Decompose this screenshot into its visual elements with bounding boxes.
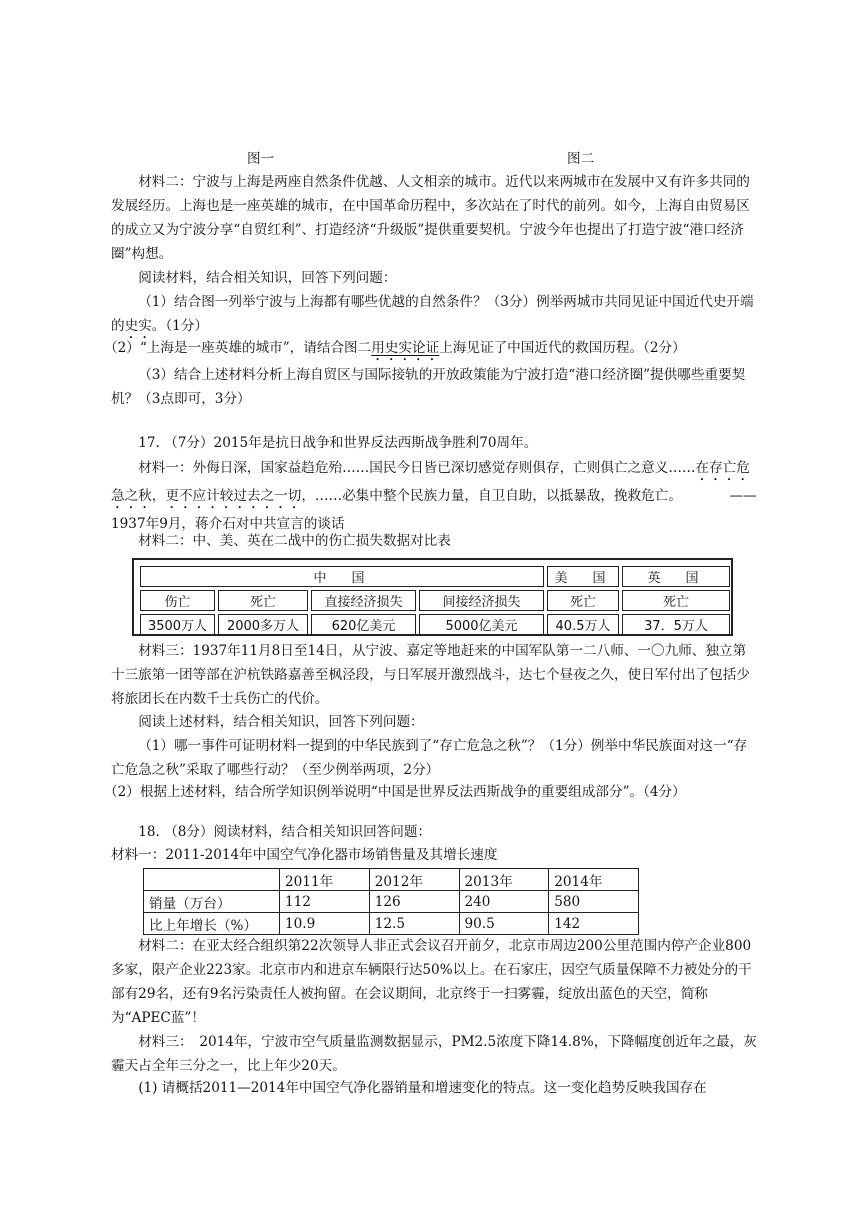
casualty-table-header-row: [140, 566, 730, 587]
subheader-cell: 伤亡: [140, 590, 215, 611]
data-cell: 126: [369, 891, 459, 913]
q18-material-2-text: 材料二：在亚太经合组织第22次领导人非正式会议召开前夕，北京市周边200公里范围内停产企业800多家，限产企业223家。北京市内和进京车辆限行达50%以上。在石家庄，因空气质量保障不力被处分的干部有29名，还有9名污染责任人被拘留。在会议期间，北京终于一扫雾霾，绽放出蓝色的天空，简称为“APEC蓝”！: [111, 938, 752, 1026]
data-cell: 12.5: [369, 913, 459, 935]
q16-sub1-part-a: （1）结合图一列举宁波与上海都有哪些优越的自然条件？（3分）例举两城市共同见证中国近代史开端的: [111, 294, 754, 334]
q18-material-3: [111, 1030, 759, 1078]
figure-1-caption: 图一: [247, 151, 275, 167]
q16-material-2: [111, 170, 759, 266]
q17-material-2-title: [111, 529, 759, 553]
header-usa: 美 国: [547, 566, 619, 587]
casualty-table-subheader-row: [140, 590, 730, 611]
data-cell: 142: [549, 913, 639, 935]
q17-material-3: [111, 639, 759, 711]
data-cell: 580: [549, 891, 639, 913]
q17-title-text: 17. （7分）2015年是抗日战争和世界反法西斯战争胜利70周年。: [138, 435, 538, 451]
q17-material-1-emphasis: 在存亡危急之秋，更不应计较过去之一切: [111, 460, 750, 504]
subheader-cell: 死亡: [547, 590, 619, 611]
q16-sub3-text: （3）结合上述材料分析上海自贸区与国际接轨的开放政策能为宁波打造“港口经济圈”提供哪些重要契机？（3点即可，3分）: [111, 367, 746, 407]
year-cell: 2012年: [369, 869, 459, 891]
subheader-cell: 直接经济损失: [311, 590, 416, 611]
q16-sub2-part-b: 上海见证了中国近代的救国历程。（2分）: [439, 340, 686, 356]
header-uk: 英 国: [622, 566, 730, 587]
q17-sub1: [111, 734, 759, 782]
header-china: 中 国: [140, 566, 544, 587]
subheader-cell: 死亡: [218, 590, 308, 611]
q17-sub2: [104, 780, 764, 804]
q18-title-text: 18. （8分）阅读材料，结合相关知识回答问题：: [138, 824, 432, 840]
value-cell: 2000多万人: [218, 614, 308, 635]
q18-sub1: [111, 1076, 759, 1100]
q17-title: [111, 431, 759, 455]
q18-material-3-text: 材料三： 2014年，宁波市空气质量监测数据显示，PM2.5浓度下降14.8%，下降幅度创近年之最，灰霾天占全年三分之一，比上年少20天。: [111, 1034, 757, 1074]
q18-material-1-title-text: 材料一：2011-2014年中国空气净化器市场销售量及其增长速度: [111, 847, 498, 863]
casualty-table-frame: [132, 558, 733, 636]
q17-material-1-text: [111, 456, 759, 536]
q16-instruction: [111, 266, 759, 290]
value-cell: 37．5万人: [622, 614, 730, 635]
q16-sub1-emphasis: 史实: [124, 318, 152, 334]
value-cell: 620亿美元: [311, 614, 416, 635]
q16-sub2-text: [104, 336, 764, 364]
data-cell: 112: [280, 891, 370, 913]
casualty-table: [137, 563, 733, 638]
year-cell: 2011年: [280, 869, 370, 891]
sales-volume-row: [144, 891, 639, 913]
value-cell: 40.5万人: [547, 614, 619, 635]
q16-instruction-text: 阅读材料，结合相关知识，回答下列问题：: [138, 270, 397, 286]
growth-rate-row: [144, 913, 639, 935]
q17-instruction-text: 阅读上述材料，结合相关知识，回答下列问题：: [138, 714, 424, 730]
value-cell: 5000亿美元: [419, 614, 544, 635]
q16-sub1-text: [111, 290, 759, 342]
subheader-cell: 间接经济损失: [419, 590, 544, 611]
q16-material-2-text: 材料二：宁波与上海是两座自然条件优越、人文相亲的城市。近代以来两城市在发展中又有许多共同的发展经历。上海也是一座英雄的城市，在中国革命历程中，多次站在了时代的前列。如今，上海自由贸易区的成立又为宁波分享“自贸红利”、打造经济“升级版”提供重要契机。宁波今年也提出了打造宁波“港口经济圈”构想。: [111, 174, 750, 262]
year-cell: 2014年: [549, 869, 639, 891]
q16-sub3: [111, 363, 759, 411]
casualty-table-value-row: [140, 614, 730, 635]
q17-material-1: [111, 456, 759, 536]
sales-table-corner: [144, 869, 280, 891]
q17-sub1-text: （1）哪一事件可证明材料一提到的中华民族到了“存亡危急之秋”？（1分）例举中华民族面对这一“存亡危急之秋”采取了哪些行动？（至少例举两项，2分）: [111, 738, 748, 778]
q17-material-3-text: 材料三：1937年11月8日至14日，从宁波、嘉定等地赶来的中国军队第一二八师、一〇九师、独立第十三旅第一团等部在沪杭铁路嘉善至枫泾段，与日军展开激烈战斗，达七个昼夜之久，使日军付出了包括少将旅团长在内数千士兵伤亡的代价。: [111, 643, 750, 707]
q18-title: [111, 820, 759, 844]
row-label: 销量（万台）: [144, 891, 280, 913]
q17-material-1-part-a: 材料一：外侮日深，国家益趋危殆……国民今日皆已深切感觉存则俱存，亡则俱亡之意义……: [138, 460, 696, 476]
q16-sub2: [104, 336, 764, 364]
q17-sub2-text: （2）根据上述材料，结合所学知识例举说明“中国是世界反法西斯战争的重要组成部分”。（4分）: [104, 784, 686, 800]
data-cell: 10.9: [280, 913, 370, 935]
q16-sub2-part-a: （2）“上海是一座英雄的城市”，请结合图二: [104, 340, 372, 356]
row-label: 比上年增长（%）: [144, 913, 280, 935]
year-cell: 2013年: [459, 869, 549, 891]
q16-sub1-part-b: 。（1分）: [151, 318, 209, 334]
q16-sub2-emphasis: 用史实论证: [371, 340, 440, 356]
q18-material-2: [111, 934, 759, 1030]
data-cell: 240: [459, 891, 549, 913]
q16-sub1: [111, 290, 759, 342]
q17-material-1-part-b: ，……必集中整个民族力量，自卫自助，以抵暴敌，挽救危亡。 ——1937年9月，蒋介石对中共宣言的谈话: [111, 488, 757, 532]
sales-table: [143, 868, 639, 935]
figure-2-caption: 图二: [567, 151, 595, 167]
sales-table-header-row: [144, 869, 639, 891]
q17-material-2-title-text: 材料二：中、美、英在二战中的伤亡损失数据对比表: [138, 533, 451, 549]
q17-instruction: [111, 710, 759, 734]
q18-material-1-title: [111, 843, 759, 867]
data-cell: 90.5: [459, 913, 549, 935]
subheader-cell: 死亡: [622, 590, 730, 611]
value-cell: 3500万人: [140, 614, 215, 635]
q18-sub1-text: (1) 请概括2011—2014年中国空气净化器销量和增速变化的特点。这一变化趋势反映我国存在: [138, 1080, 707, 1096]
